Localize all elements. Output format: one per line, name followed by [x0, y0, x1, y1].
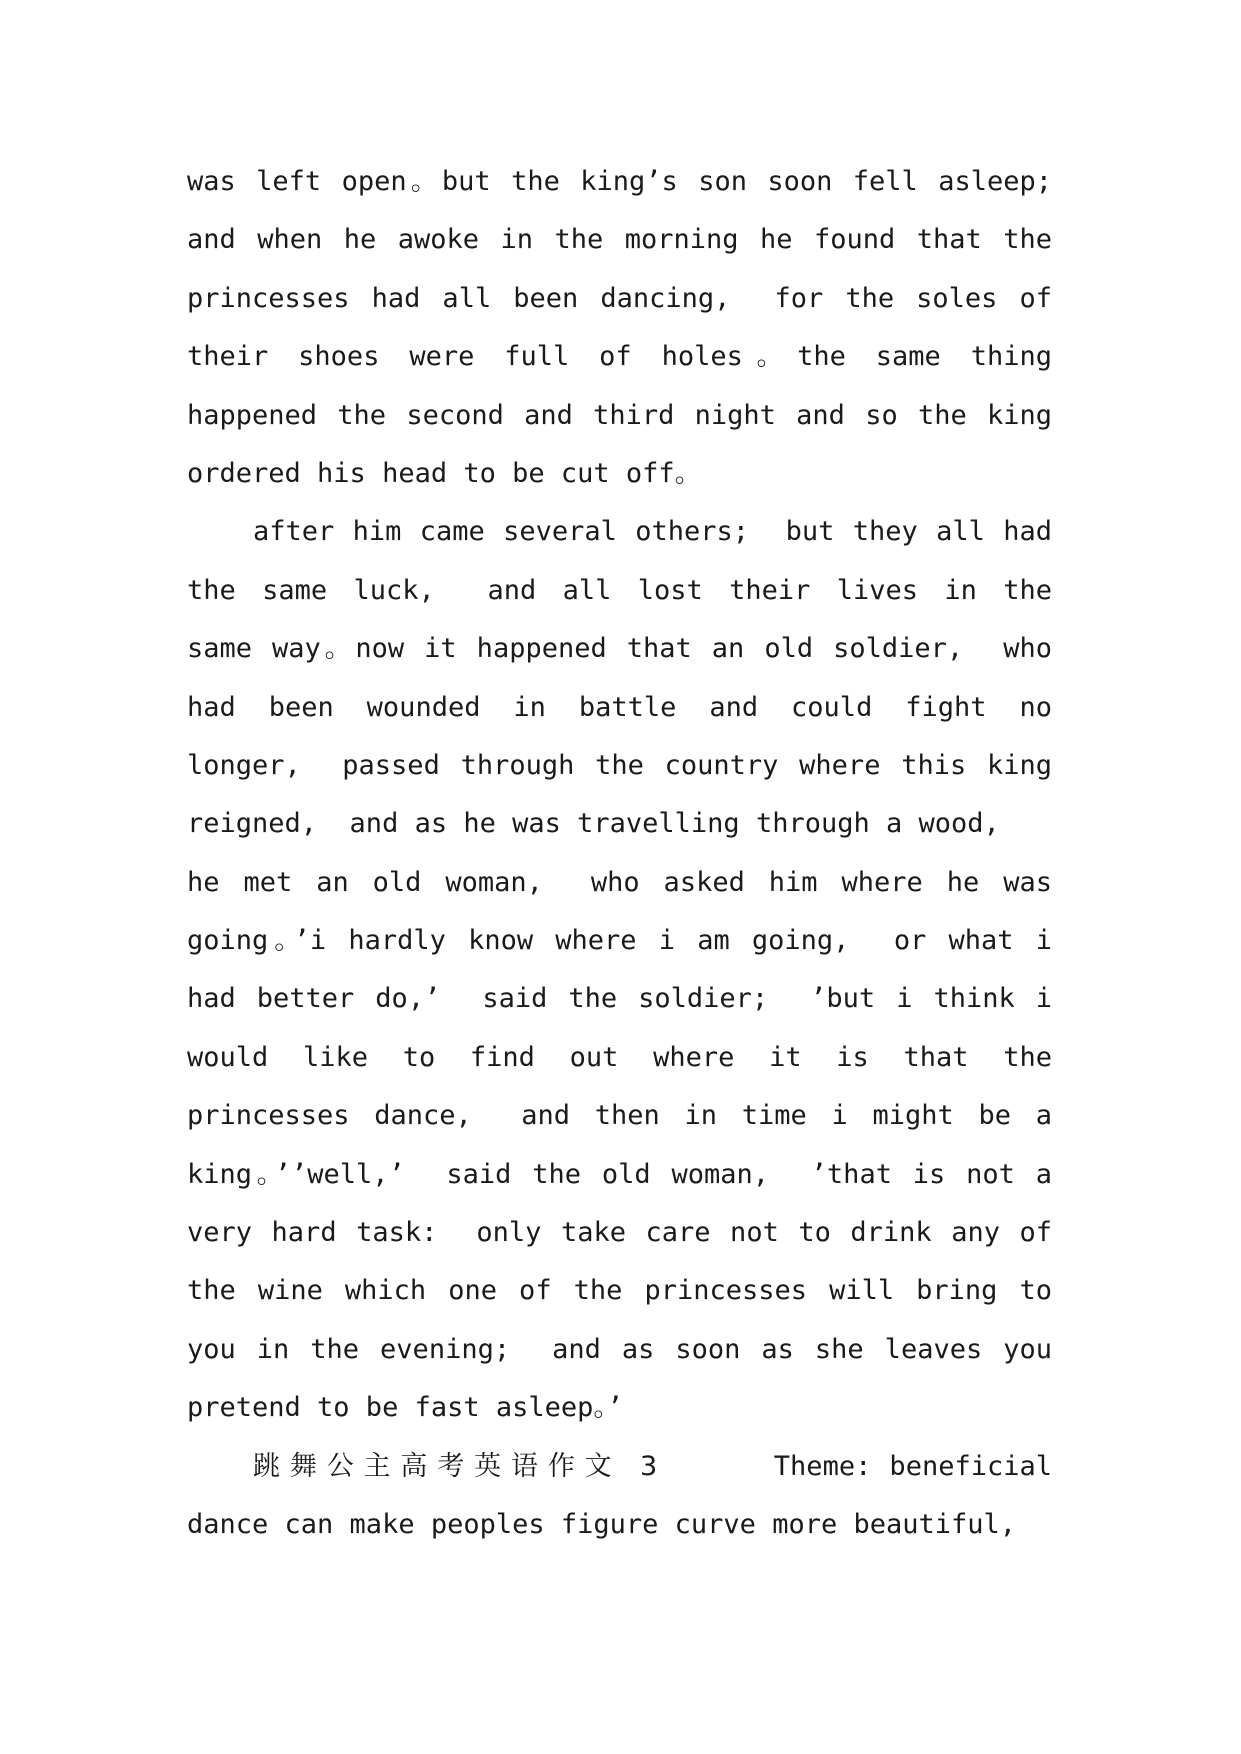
- text-line: longer, passed through the country where this king: [187, 749, 1052, 781]
- text-line: king。’’well,’ said the old woman, ’that is not a: [187, 1158, 1052, 1190]
- text-line: dance can make peoples figure curve more beautiful,: [187, 1508, 1017, 1540]
- text-line: was left open。but the king’s son soon fell asleep;: [187, 166, 1052, 197]
- text-line: pretend to be fast asleep。’: [187, 1392, 624, 1424]
- section-heading-line: [187, 1447, 1052, 1505]
- paragraph-start-line: after him came several others; but they all had: [253, 516, 1052, 548]
- text-line: he met an old woman, who asked him where he was: [187, 866, 1052, 898]
- text-line: and when he awoke in the morning he found that the: [187, 224, 1052, 256]
- text-line: would like to find out where it is that the: [187, 1041, 1052, 1073]
- text-line: the wine which one of the princesses will bring to: [187, 1275, 1052, 1307]
- text-line: happened the second and third night and so the king: [187, 399, 1052, 431]
- text-line: you in the evening; and as soon as she leaves you: [187, 1333, 1052, 1365]
- text-line: going。’i hardly know where i am going, or what i: [187, 925, 1052, 957]
- text-line: had been wounded in battle and could fight no: [187, 691, 1052, 723]
- heading-cjk-title: 跳舞公主高考英语作文 3: [253, 1450, 666, 1482]
- text-line: reigned, and as he was travelling through a wood,: [187, 808, 1000, 840]
- text-line: same way。now it happened that an old soldier, who: [187, 633, 1052, 665]
- text-line: very hard task: only take care not to drink any of: [187, 1217, 1052, 1249]
- text-line: princesses had all been dancing, for the soles of: [187, 282, 1052, 314]
- text-line: ordered his head to be cut off。: [187, 457, 702, 489]
- text-line: the same luck, and all lost their lives in the: [187, 574, 1052, 606]
- text-line: had better do,’ said the soldier; ’but i think i: [187, 983, 1052, 1015]
- document-body: [187, 162, 1052, 1563]
- heading-theme: Theme: beneficial: [773, 1450, 1052, 1482]
- text-line: their shoes were full of holes。the same thing: [187, 341, 1052, 373]
- text-line: princesses dance, and then in time i might be a: [187, 1100, 1052, 1132]
